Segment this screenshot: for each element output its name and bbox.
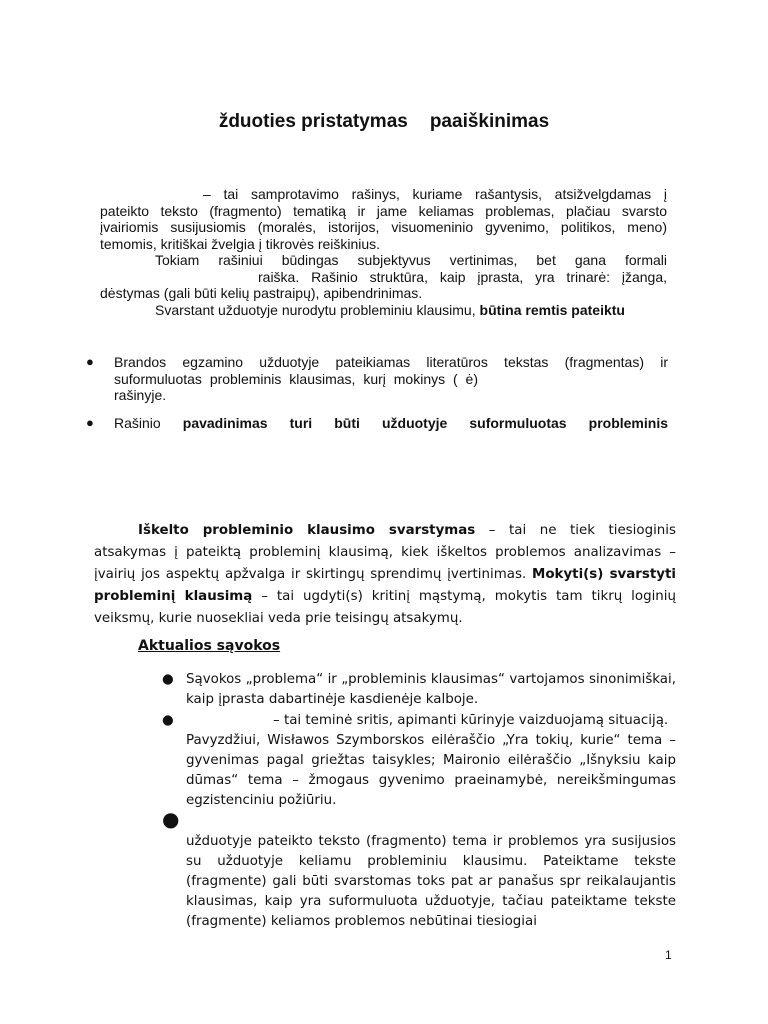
bullet-icon: ● [162,672,174,687]
intro-line-8-normal: Svarstant užduotyje nurodytu probleminiu klausimu, [155,301,480,318]
intro-line-5: Tokiam rašiniui būdingas subjektyvus vertinimas, bet gana formali [155,252,667,268]
list-item [162,711,676,811]
page-title [0,111,768,133]
page-title-right: paaiškinimas [429,111,550,132]
page-title-left: žduoties pristatymas [218,111,408,132]
bullet2-bold: pavadinimas turi būti užduotyje suformuluotas probleminis [182,414,668,431]
concept-item-1: Sąvokos „problema“ ir „probleminis klausimas“ vartojamos sinonimiškai, kaip įprasta dabartinėje kasdienėje kalboje. [186,672,676,707]
bullet-icon: ● [162,807,180,831]
section2-bold-2: Mokyti(s) svarstyti probleminį klausimą [94,567,676,604]
list-item [162,807,676,932]
section2-text-1: – tai ne tiek tiesioginis atsakymas į pateiktą probleminį klausimą, kiek iškeltos problemos analizavimas – įvairių jos aspektų apžvalga ir skirtingų sprendimų įvertinimas. [94,523,676,582]
section2-text-2: – tai ugdyti(s) kritinį mąstymą, mokytis tam tikrų loginių veiksmų, kurie nuosekliai veda prie teisingų atsakymų. [94,589,676,626]
bullet2-line-1 [114,415,668,432]
concept-item-2-line-1: – tai teminė sritis, apimanti kūrinyje vaizduojamą situaciją. [273,713,669,728]
section-heading-concepts: Aktualios sąvokos [138,638,281,654]
list-item [86,354,668,404]
intro-line-3: įvairiomis susijusiomis (moralės, istorijos, visuomeninio gyvenimo, politikos, meno) [100,219,667,235]
list-item [162,670,676,710]
bullet2-normal: Rašinio [114,414,183,431]
intro-line-2: pateikto teksto (fragmento) tematiką ir jame keliamas problemas, plačiau svarsto [100,202,667,219]
concept-item-2-rest: Pavyzdžiui, Wisławos Szymborskos eilėraščio „Yra tokių, kurie“ tema – gyvenimas pagal griežtas taisykles; Maironio eilėraščio „Išnyksiu kaip dūmas“ tema – žmogaus gyvenimo praeinamybė, nereikšmingumas egzistenciniu požiūriu. [186,733,676,808]
bullet-list-1 [86,354,668,431]
intro-line-7: dėstymas (gali būti kelių pastraipų), apibendrinimas. [100,285,423,301]
concept-item-3-line-1: užduotyje pateikto teksto (fragmento) tema ir problemos yra susijusios su užduotyje keliamu probleminiu klausimu. Pateiktame tekste (fragmente) gali būti svarstomas toks pat ar panašus spr [186,834,676,889]
intro-paragraph [100,186,667,318]
bullet1-line-1: Brandos egzamino užduotyje pateikiamas literatūros tekstas (fragmentas) ir [114,354,668,370]
problem-discussion-paragraph [94,520,676,630]
intro-line-4: temomis, kritiškai žvelgia į tikrovės reiškinius. [100,235,381,252]
concepts-list [162,670,676,932]
intro-line-8-bold: būtina remtis pateiktu [479,301,625,318]
concept-item-3-line-2: reikalaujantis klausimas, kaip yra suformuluota užduotyje, tačiau pateiktame tekste (fragmente) keliamos problemos nebūtinai tiesiogiai [186,874,676,929]
bullet1-line-3: rašinyje. [114,387,167,403]
bullet-icon: ● [86,354,94,369]
page-number: 1 [665,948,672,962]
section2-bold-1: Iškelto probleminio klausimo svarstymas [138,523,476,538]
list-item [86,415,668,432]
bullet-icon: ● [86,414,94,430]
bullet1-line-2: suformuluotas probleminis klausimas, kurį mokinys ( ė) [114,370,478,387]
intro-line-6: raiška. Rašinio struktūra, kaip įprasta, yra trinarė: įžanga, [258,268,667,285]
bullet-icon: ● [162,713,174,728]
intro-line-8 [100,302,667,319]
intro-line-1: – tai samprotavimo rašinys, kuriame rašantysis, atsižvelgdamas į [203,186,667,202]
